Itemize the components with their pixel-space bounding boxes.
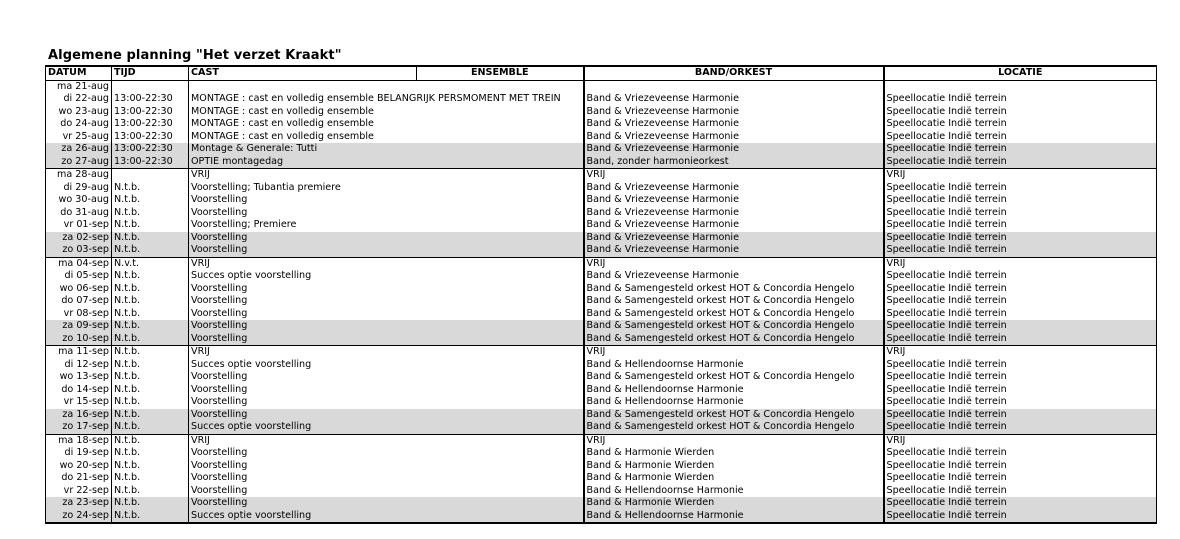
- cell-locatie: Speellocatie Indië terrein: [884, 131, 1157, 144]
- cell-tijd: N.t.b.: [112, 497, 189, 510]
- cell-locatie: Speellocatie Indië terrein: [884, 283, 1157, 296]
- table-row: [46, 295, 1157, 308]
- cell-cast: Voorstelling: [189, 320, 584, 333]
- cell-band: VRIJ: [584, 169, 884, 182]
- cell-band: Band & Hellendoornse Harmonie: [584, 396, 884, 409]
- header-row: [46, 66, 1157, 80]
- header-band: BAND/ORKEST: [584, 66, 884, 80]
- cell-datum: ma 04-sep: [46, 257, 112, 270]
- cell-cast: Succes optie voorstelling: [189, 421, 584, 434]
- table-row: [46, 359, 1157, 372]
- cell-band: Band & Harmonie Wierden: [584, 472, 884, 485]
- cell-locatie: VRIJ: [884, 346, 1157, 359]
- cell-tijd: N.t.b.: [112, 371, 189, 384]
- table-row: [46, 80, 1157, 93]
- cell-cast: OPTIE montagedag: [189, 156, 584, 169]
- cell-locatie: Speellocatie Indië terrein: [884, 320, 1157, 333]
- cell-cast: Voorstelling; Tubantia premiere: [189, 182, 584, 195]
- cell-band: Band & Samengesteld orkest HOT & Concordia Hengelo: [584, 409, 884, 422]
- cell-tijd: N.t.b.: [112, 320, 189, 333]
- table-row: [46, 472, 1157, 485]
- cell-tijd: N.t.b.: [112, 346, 189, 359]
- cell-tijd: N.t.b.: [112, 409, 189, 422]
- header-datum: DATUM: [46, 66, 112, 80]
- cell-tijd: 13:00-22:30: [112, 131, 189, 144]
- cell-tijd: N.t.b.: [112, 434, 189, 447]
- cell-datum: ma 21-aug: [46, 80, 112, 93]
- cell-locatie: Speellocatie Indië terrein: [884, 485, 1157, 498]
- cell-band: VRIJ: [584, 257, 884, 270]
- cell-tijd: N.t.b.: [112, 485, 189, 498]
- cell-datum: wo 30-aug: [46, 194, 112, 207]
- cell-datum: zo 27-aug: [46, 156, 112, 169]
- table-row: [46, 270, 1157, 283]
- cell-tijd: N.t.b.: [112, 194, 189, 207]
- cell-cast: VRIJ: [189, 257, 584, 270]
- cell-datum: ma 11-sep: [46, 346, 112, 359]
- cell-band: Band & Vriezeveense Harmonie: [584, 93, 884, 106]
- cell-tijd: N.t.b.: [112, 384, 189, 397]
- cell-datum: do 07-sep: [46, 295, 112, 308]
- cell-tijd: [112, 80, 189, 93]
- cell-locatie: Speellocatie Indië terrein: [884, 207, 1157, 220]
- cell-cast: Voorstelling: [189, 333, 584, 346]
- cell-locatie: Speellocatie Indië terrein: [884, 270, 1157, 283]
- cell-cast: Succes optie voorstelling: [189, 510, 584, 524]
- table-row: [46, 384, 1157, 397]
- cell-datum: do 14-sep: [46, 384, 112, 397]
- cell-datum: di 12-sep: [46, 359, 112, 372]
- cell-datum: wo 13-sep: [46, 371, 112, 384]
- table-row: [46, 510, 1157, 524]
- cell-band: Band & Vriezeveense Harmonie: [584, 131, 884, 144]
- cell-locatie: [884, 80, 1157, 93]
- cell-datum: vr 08-sep: [46, 308, 112, 321]
- cell-tijd: N.t.b.: [112, 244, 189, 257]
- table-row: [46, 169, 1157, 182]
- cell-tijd: 13:00-22:30: [112, 106, 189, 119]
- cell-datum: zo 10-sep: [46, 333, 112, 346]
- cell-locatie: Speellocatie Indië terrein: [884, 333, 1157, 346]
- table-row: [46, 93, 1157, 106]
- table-row: [46, 131, 1157, 144]
- cell-band: Band & Vriezeveense Harmonie: [584, 182, 884, 195]
- table-row: [46, 396, 1157, 409]
- cell-band: Band & Vriezeveense Harmonie: [584, 143, 884, 156]
- planning-table: [45, 65, 1157, 524]
- table-row: [46, 106, 1157, 119]
- cell-locatie: VRIJ: [884, 257, 1157, 270]
- cell-datum: zo 17-sep: [46, 421, 112, 434]
- cell-locatie: Speellocatie Indië terrein: [884, 232, 1157, 245]
- cell-tijd: 13:00-22:30: [112, 93, 189, 106]
- cell-datum: wo 06-sep: [46, 283, 112, 296]
- cell-locatie: Speellocatie Indië terrein: [884, 194, 1157, 207]
- table-row: [46, 320, 1157, 333]
- cell-band: Band & Harmonie Wierden: [584, 447, 884, 460]
- cell-tijd: N.t.b.: [112, 295, 189, 308]
- cell-locatie: Speellocatie Indië terrein: [884, 497, 1157, 510]
- cell-datum: di 22-aug: [46, 93, 112, 106]
- cell-locatie: Speellocatie Indië terrein: [884, 182, 1157, 195]
- cell-locatie: Speellocatie Indië terrein: [884, 447, 1157, 460]
- table-row: [46, 409, 1157, 422]
- cell-cast: Voorstelling: [189, 497, 584, 510]
- cell-tijd: N.t.b.: [112, 472, 189, 485]
- cell-cast: MONTAGE : cast en volledig ensemble: [189, 131, 584, 144]
- table-row: [46, 371, 1157, 384]
- cell-locatie: Speellocatie Indië terrein: [884, 93, 1157, 106]
- cell-band: Band & Vriezeveense Harmonie: [584, 232, 884, 245]
- cell-band: Band & Samengesteld orkest HOT & Concordia Hengelo: [584, 333, 884, 346]
- table-row: [46, 232, 1157, 245]
- cell-band: VRIJ: [584, 346, 884, 359]
- cell-cast: Montage & Generale: Tutti: [189, 143, 584, 156]
- table-row: [46, 244, 1157, 257]
- cell-tijd: N.t.b.: [112, 219, 189, 232]
- table-row: [46, 497, 1157, 510]
- cell-datum: ma 18-sep: [46, 434, 112, 447]
- cell-band: Band & Vriezeveense Harmonie: [584, 106, 884, 119]
- cell-band: Band & Vriezeveense Harmonie: [584, 244, 884, 257]
- cell-locatie: Speellocatie Indië terrein: [884, 396, 1157, 409]
- header-tijd: TIJD: [112, 66, 189, 80]
- table-row: [46, 257, 1157, 270]
- cell-cast: Voorstelling: [189, 232, 584, 245]
- cell-datum: vr 01-sep: [46, 219, 112, 232]
- cell-datum: za 16-sep: [46, 409, 112, 422]
- table-row: [46, 421, 1157, 434]
- cell-tijd: N.t.b.: [112, 308, 189, 321]
- cell-band: Band & Samengesteld orkest HOT & Concordia Hengelo: [584, 308, 884, 321]
- cell-datum: vr 25-aug: [46, 131, 112, 144]
- table-row: [46, 434, 1157, 447]
- cell-datum: wo 20-sep: [46, 460, 112, 473]
- cell-band: Band & Harmonie Wierden: [584, 497, 884, 510]
- table-row: [46, 460, 1157, 473]
- cell-cast: Voorstelling: [189, 207, 584, 220]
- cell-band: Band & Hellendoornse Harmonie: [584, 359, 884, 372]
- cell-band: Band & Samengesteld orkest HOT & Concordia Hengelo: [584, 421, 884, 434]
- cell-locatie: Speellocatie Indië terrein: [884, 371, 1157, 384]
- cell-locatie: Speellocatie Indië terrein: [884, 421, 1157, 434]
- cell-datum: vr 15-sep: [46, 396, 112, 409]
- cell-datum: do 21-sep: [46, 472, 112, 485]
- cell-band: Band & Vriezeveense Harmonie: [584, 270, 884, 283]
- cell-cast: VRIJ: [189, 434, 584, 447]
- table-row: [46, 283, 1157, 296]
- cell-locatie: Speellocatie Indië terrein: [884, 472, 1157, 485]
- cell-locatie: Speellocatie Indië terrein: [884, 118, 1157, 131]
- cell-cast: Voorstelling; Premiere: [189, 219, 584, 232]
- cell-band: Band & Vriezeveense Harmonie: [584, 118, 884, 131]
- cell-tijd: N.t.b.: [112, 333, 189, 346]
- cell-cast: Voorstelling: [189, 460, 584, 473]
- cell-band: Band & Hellendoornse Harmonie: [584, 485, 884, 498]
- cell-cast: VRIJ: [189, 169, 584, 182]
- table-row: [46, 182, 1157, 195]
- cell-cast: MONTAGE : cast en volledig ensemble BELANGRIJK PERSMOMENT MET TREIN: [189, 93, 584, 106]
- cell-cast: [189, 80, 584, 93]
- cell-cast: Voorstelling: [189, 295, 584, 308]
- cell-cast: Succes optie voorstelling: [189, 270, 584, 283]
- header-ensemble: ENSEMBLE: [417, 66, 584, 80]
- table-row: [46, 219, 1157, 232]
- cell-locatie: VRIJ: [884, 434, 1157, 447]
- cell-tijd: N.t.b.: [112, 447, 189, 460]
- cell-datum: za 02-sep: [46, 232, 112, 245]
- planning-rows: [46, 80, 1157, 523]
- cell-datum: za 26-aug: [46, 143, 112, 156]
- cell-cast: MONTAGE : cast en volledig ensemble: [189, 118, 584, 131]
- cell-cast: Voorstelling: [189, 244, 584, 257]
- table-row: [46, 333, 1157, 346]
- cell-band: VRIJ: [584, 434, 884, 447]
- cell-band: [584, 80, 884, 93]
- cell-cast: VRIJ: [189, 346, 584, 359]
- cell-cast: Voorstelling: [189, 194, 584, 207]
- cell-locatie: Speellocatie Indië terrein: [884, 295, 1157, 308]
- cell-band: Band & Samengesteld orkest HOT & Concordia Hengelo: [584, 320, 884, 333]
- cell-datum: ma 28-aug: [46, 169, 112, 182]
- cell-tijd: N.t.b.: [112, 270, 189, 283]
- cell-datum: za 09-sep: [46, 320, 112, 333]
- cell-tijd: N.t.b.: [112, 421, 189, 434]
- cell-cast: Voorstelling: [189, 371, 584, 384]
- cell-locatie: Speellocatie Indië terrein: [884, 156, 1157, 169]
- cell-tijd: N.t.b.: [112, 396, 189, 409]
- cell-cast: Voorstelling: [189, 308, 584, 321]
- cell-band: Band & Hellendoornse Harmonie: [584, 384, 884, 397]
- cell-locatie: Speellocatie Indië terrein: [884, 219, 1157, 232]
- header-locatie: LOCATIE: [884, 66, 1157, 80]
- table-row: [46, 207, 1157, 220]
- cell-cast: Voorstelling: [189, 447, 584, 460]
- cell-tijd: 13:00-22:30: [112, 143, 189, 156]
- cell-datum: vr 22-sep: [46, 485, 112, 498]
- cell-datum: wo 23-aug: [46, 106, 112, 119]
- cell-tijd: N.t.b.: [112, 283, 189, 296]
- cell-locatie: Speellocatie Indië terrein: [884, 106, 1157, 119]
- cell-tijd: N.t.b.: [112, 232, 189, 245]
- table-row: [46, 143, 1157, 156]
- cell-datum: zo 24-sep: [46, 510, 112, 524]
- cell-locatie: Speellocatie Indië terrein: [884, 510, 1157, 524]
- cell-tijd: N.t.b.: [112, 182, 189, 195]
- cell-band: Band & Vriezeveense Harmonie: [584, 194, 884, 207]
- cell-locatie: Speellocatie Indië terrein: [884, 244, 1157, 257]
- table-row: [46, 447, 1157, 460]
- cell-cast: Voorstelling: [189, 472, 584, 485]
- cell-cast: Voorstelling: [189, 396, 584, 409]
- header-cast: CAST: [189, 66, 417, 80]
- cell-datum: do 31-aug: [46, 207, 112, 220]
- cell-cast: Succes optie voorstelling: [189, 359, 584, 372]
- cell-tijd: 13:00-22:30: [112, 118, 189, 131]
- cell-tijd: N.t.b.: [112, 359, 189, 372]
- cell-datum: zo 03-sep: [46, 244, 112, 257]
- cell-band: Band & Vriezeveense Harmonie: [584, 219, 884, 232]
- cell-band: Band & Hellendoornse Harmonie: [584, 510, 884, 524]
- cell-cast: Voorstelling: [189, 283, 584, 296]
- cell-locatie: VRIJ: [884, 169, 1157, 182]
- cell-tijd: N.v.t.: [112, 257, 189, 270]
- cell-band: Band & Samengesteld orkest HOT & Concordia Hengelo: [584, 283, 884, 296]
- table-row: [46, 308, 1157, 321]
- cell-band: Band, zonder harmonieorkest: [584, 156, 884, 169]
- cell-locatie: Speellocatie Indië terrein: [884, 384, 1157, 397]
- cell-cast: Voorstelling: [189, 485, 584, 498]
- cell-datum: di 19-sep: [46, 447, 112, 460]
- cell-datum: di 29-aug: [46, 182, 112, 195]
- table-row: [46, 194, 1157, 207]
- cell-locatie: Speellocatie Indië terrein: [884, 308, 1157, 321]
- table-row: [46, 485, 1157, 498]
- cell-cast: Voorstelling: [189, 384, 584, 397]
- cell-cast: MONTAGE : cast en volledig ensemble: [189, 106, 584, 119]
- cell-band: Band & Vriezeveense Harmonie: [584, 207, 884, 220]
- cell-tijd: N.t.b.: [112, 207, 189, 220]
- document-title: Algemene planning "Het verzet Kraakt": [48, 48, 342, 63]
- cell-tijd: 13:00-22:30: [112, 156, 189, 169]
- cell-cast: Voorstelling: [189, 409, 584, 422]
- table-row: [46, 346, 1157, 359]
- cell-band: Band & Samengesteld orkest HOT & Concordia Hengelo: [584, 295, 884, 308]
- cell-band: Band & Harmonie Wierden: [584, 460, 884, 473]
- cell-locatie: Speellocatie Indië terrein: [884, 143, 1157, 156]
- cell-datum: za 23-sep: [46, 497, 112, 510]
- cell-datum: do 24-aug: [46, 118, 112, 131]
- table-row: [46, 118, 1157, 131]
- cell-tijd: N.t.b.: [112, 460, 189, 473]
- cell-band: Band & Samengesteld orkest HOT & Concordia Hengelo: [584, 371, 884, 384]
- cell-tijd: [112, 169, 189, 182]
- cell-locatie: Speellocatie Indië terrein: [884, 409, 1157, 422]
- cell-locatie: Speellocatie Indië terrein: [884, 460, 1157, 473]
- table-row: [46, 156, 1157, 169]
- cell-tijd: N.t.b.: [112, 510, 189, 524]
- cell-datum: di 05-sep: [46, 270, 112, 283]
- cell-locatie: Speellocatie Indië terrein: [884, 359, 1157, 372]
